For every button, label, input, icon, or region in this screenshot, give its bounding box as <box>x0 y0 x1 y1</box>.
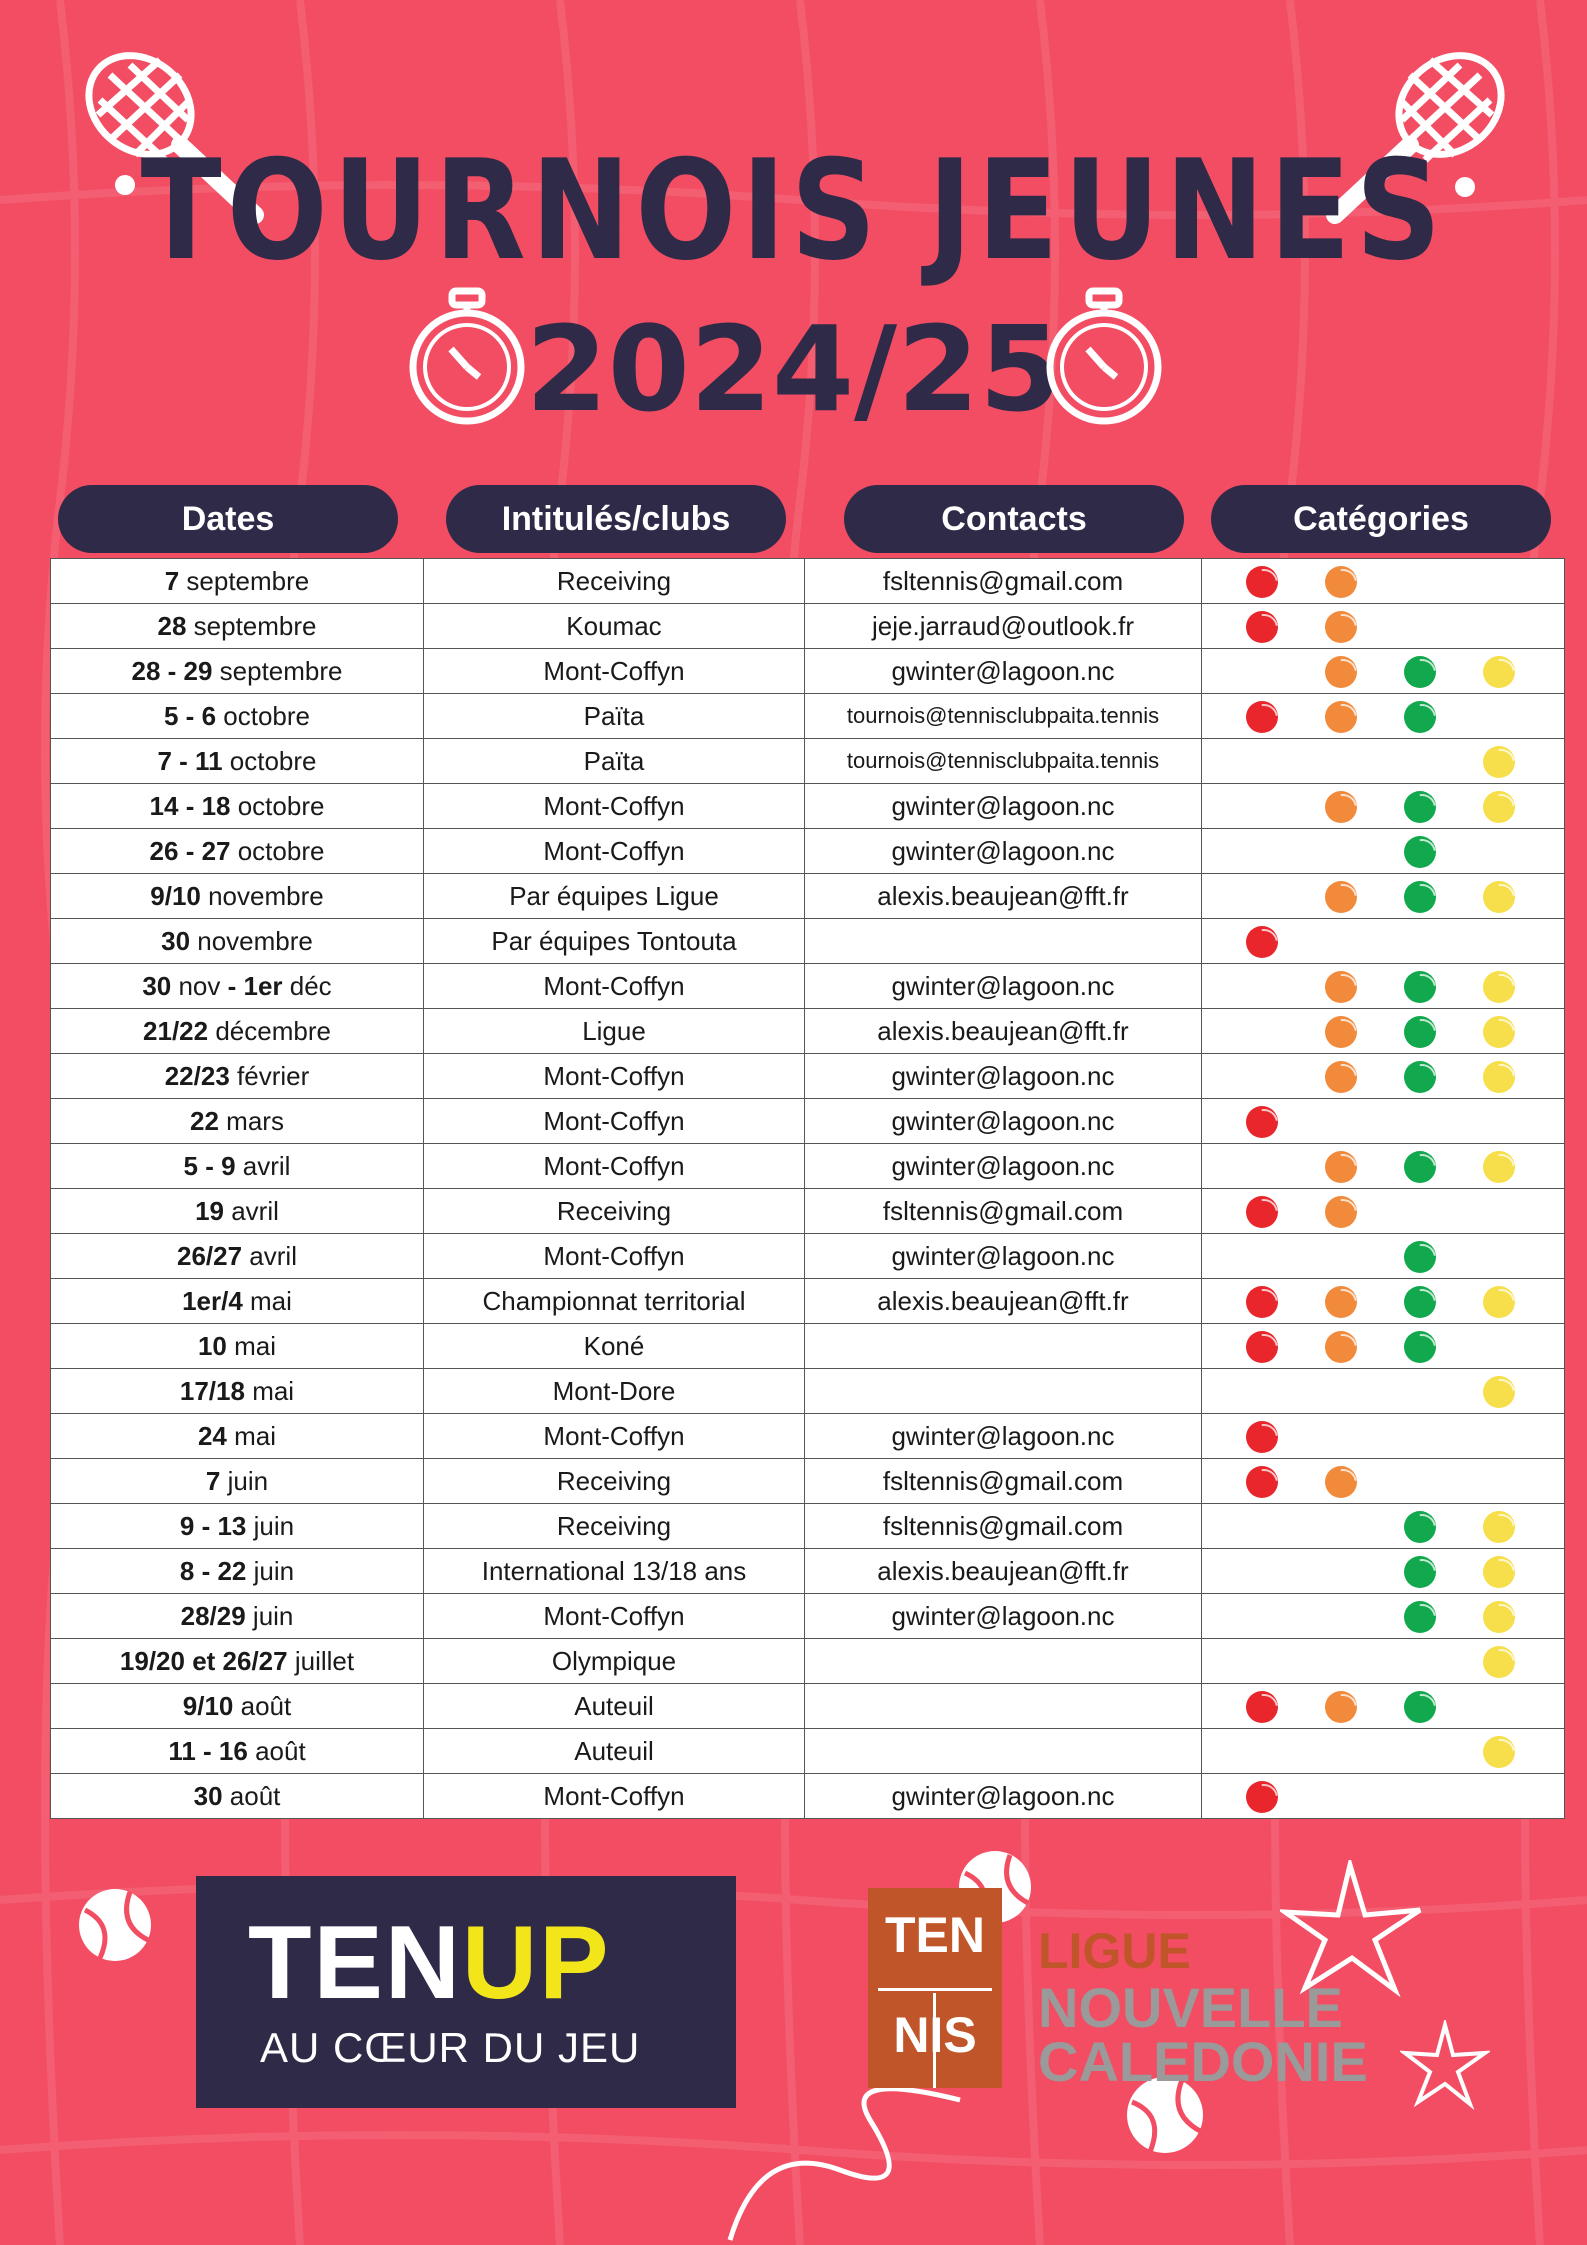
date-bold: 28/29 <box>180 1600 246 1631</box>
date-bold: 5 - 9 <box>183 1150 236 1181</box>
categories-cell <box>1202 1774 1565 1819</box>
club-cell: Receiving <box>424 559 805 604</box>
club-cell: Auteuil <box>424 1684 805 1729</box>
tennis-ball-icon <box>1325 1016 1357 1048</box>
tennis-ball-icon <box>1246 1691 1278 1723</box>
club-cell: International 13/18 ans <box>424 1549 805 1594</box>
date-text: août <box>247 1735 306 1766</box>
date-bold: 8 - 22 <box>179 1555 247 1586</box>
date-cell <box>51 1504 424 1549</box>
tennis-ball-icon <box>1483 656 1515 688</box>
date-text: octobre <box>216 700 310 731</box>
date-text: juillet <box>287 1645 355 1676</box>
header-categories: Catégories <box>1211 485 1551 553</box>
date-cell <box>51 1189 424 1234</box>
ligue-line1: LIGUE <box>1038 1923 1191 1979</box>
club-cell: Championnat territorial <box>424 1279 805 1324</box>
header-clubs: Intitulés/clubs <box>446 485 786 553</box>
categories-cell <box>1202 1369 1565 1414</box>
table-row <box>51 1369 1565 1414</box>
table-row <box>51 559 1565 604</box>
date-text: septembre <box>179 565 310 596</box>
tennis-ball-icon <box>1404 1151 1436 1183</box>
contact-email[interactable]: fsltennis@gmail.com <box>805 1189 1202 1234</box>
tournament-table <box>50 558 1560 1819</box>
tennis-logo-top: TEN <box>885 1907 985 1963</box>
tennis-ball-icon <box>1325 1151 1357 1183</box>
tennis-ball-icon <box>1246 1106 1278 1138</box>
tennis-ball-icon <box>1483 1016 1515 1048</box>
contact-email[interactable]: alexis.beaujean@fft.fr <box>805 1549 1202 1594</box>
categories-cell <box>1202 1639 1565 1684</box>
club-cell: Receiving <box>424 1504 805 1549</box>
club-cell: Païta <box>424 694 805 739</box>
contact-email[interactable]: gwinter@lagoon.nc <box>805 1594 1202 1639</box>
date-bold: 30 <box>142 970 172 1001</box>
categories-cell <box>1202 784 1565 829</box>
tennis-ball-icon <box>1483 1376 1515 1408</box>
stopwatch-icon <box>1042 285 1167 430</box>
date-bold: 22/23 <box>164 1060 230 1091</box>
date-bold: 11 - 16 <box>168 1735 248 1766</box>
tennis-ball-icon <box>1404 1286 1436 1318</box>
table-row <box>51 1009 1565 1054</box>
tennis-ball-icon <box>1404 1556 1436 1588</box>
club-cell: Ligue <box>424 1009 805 1054</box>
tennis-ball-icon <box>1325 791 1357 823</box>
tennis-ball-icon <box>1483 1286 1515 1318</box>
contact-email[interactable]: gwinter@lagoon.nc <box>805 784 1202 829</box>
club-cell: Mont-Coffyn <box>424 1594 805 1639</box>
table-row <box>51 1054 1565 1099</box>
tennis-ball-icon <box>1325 611 1357 643</box>
date-text: octobre <box>230 790 325 821</box>
club-cell: Mont-Coffyn <box>424 1099 805 1144</box>
date-cell <box>51 1279 424 1324</box>
contact-email[interactable]: alexis.beaujean@fft.fr <box>805 1009 1202 1054</box>
club-cell: Mont-Coffyn <box>424 1144 805 1189</box>
date-cell <box>51 1684 424 1729</box>
date-bold: 19 <box>195 1195 224 1226</box>
categories-cell <box>1202 559 1565 604</box>
contact-email <box>805 919 1202 964</box>
date-text: juin <box>245 1600 294 1631</box>
contact-email <box>805 1729 1202 1774</box>
categories-cell <box>1202 1099 1565 1144</box>
tennis-ball-icon <box>1246 566 1278 598</box>
contact-email[interactable]: gwinter@lagoon.nc <box>805 1234 1202 1279</box>
table-row <box>51 1504 1565 1549</box>
date-cell <box>51 1369 424 1414</box>
date-text: octobre <box>222 745 317 776</box>
contact-email[interactable]: gwinter@lagoon.nc <box>805 1414 1202 1459</box>
tennis-ball-icon <box>1404 1241 1436 1273</box>
categories-cell <box>1202 604 1565 649</box>
date-cell <box>51 1594 424 1639</box>
contact-email[interactable]: gwinter@lagoon.nc <box>805 1054 1202 1099</box>
date-text: août <box>222 1780 281 1811</box>
date-cell <box>51 1234 424 1279</box>
date-cell <box>51 1324 424 1369</box>
tenup-logo <box>196 1876 736 2108</box>
date-text: avril <box>235 1150 291 1181</box>
table-row <box>51 604 1565 649</box>
date-text: mars <box>218 1105 284 1136</box>
tennis-ball-icon <box>1246 1331 1278 1363</box>
date-text: mai <box>242 1285 292 1316</box>
date-cell <box>51 1639 424 1684</box>
header-contacts: Contacts <box>844 485 1184 553</box>
tennis-ball-icon <box>1325 881 1357 913</box>
table-row <box>51 964 1565 1009</box>
table-row <box>51 1594 1565 1639</box>
club-cell: Mont-Coffyn <box>424 964 805 1009</box>
date-bold: 22 <box>190 1105 219 1136</box>
categories-cell <box>1202 1414 1565 1459</box>
contact-email[interactable]: gwinter@lagoon.nc <box>805 1099 1202 1144</box>
date-text: mai <box>226 1330 277 1361</box>
contact-email[interactable]: jeje.jarraud@outlook.fr <box>805 604 1202 649</box>
contact-email[interactable]: gwinter@lagoon.nc <box>805 964 1202 1009</box>
table-row <box>51 1729 1565 1774</box>
tennis-ball-icon <box>1483 1061 1515 1093</box>
tennis-ball-icon <box>70 1880 160 1970</box>
categories-cell <box>1202 1144 1565 1189</box>
ligue-line2: NOUVELLE <box>1038 1976 1343 2039</box>
categories-cell <box>1202 1324 1565 1369</box>
date-cell <box>51 1549 424 1594</box>
tenup-tagline: AU CŒUR DU JEU <box>260 2024 641 2071</box>
table-row <box>51 1234 1565 1279</box>
date-cell <box>51 1729 424 1774</box>
contact-email[interactable]: fsltennis@gmail.com <box>805 1504 1202 1549</box>
tennis-ball-icon <box>1483 791 1515 823</box>
date-text: octobre <box>230 835 325 866</box>
tennis-ball-icon <box>1483 1511 1515 1543</box>
club-cell: Receiving <box>424 1189 805 1234</box>
table-row <box>51 1549 1565 1594</box>
date-text: novembre <box>200 880 324 911</box>
categories-cell <box>1202 1009 1565 1054</box>
categories-cell <box>1202 919 1565 964</box>
date-bold: 26 - 27 <box>149 835 231 866</box>
club-cell: Koné <box>424 1324 805 1369</box>
tennis-ball-icon <box>1483 746 1515 778</box>
contact-email[interactable]: gwinter@lagoon.nc <box>805 1144 1202 1189</box>
categories-cell <box>1202 739 1565 784</box>
club-cell: Mont-Coffyn <box>424 1774 805 1819</box>
date-bold: 7 - 11 <box>157 745 223 776</box>
date-bold: 9/10 <box>150 880 201 911</box>
categories-cell <box>1202 694 1565 739</box>
tennis-ball-icon <box>1404 1511 1436 1543</box>
date-bold: 19/20 et 26/27 <box>119 1645 288 1676</box>
table-row <box>51 739 1565 784</box>
tennis-ball-icon <box>1325 701 1357 733</box>
contact-email <box>805 1639 1202 1684</box>
date-bold: 26/27 <box>177 1240 243 1271</box>
tennis-ball-icon <box>1483 1151 1515 1183</box>
club-cell: Mont-Dore <box>424 1369 805 1414</box>
date-cell <box>51 604 424 649</box>
table-row <box>51 1414 1565 1459</box>
club-cell: Par équipes Ligue <box>424 874 805 919</box>
tennis-ball-icon <box>1325 1286 1357 1318</box>
date-bold: 28 <box>157 610 187 641</box>
contact-email[interactable]: gwinter@lagoon.nc <box>805 649 1202 694</box>
contact-email[interactable]: tournois@tennisclubpaita.tennis <box>805 694 1202 739</box>
contact-email[interactable]: fsltennis@gmail.com <box>805 559 1202 604</box>
date-text: mai <box>244 1375 295 1406</box>
date-bold: 9 - 13 <box>179 1510 247 1541</box>
tennis-ball-icon <box>1325 1331 1357 1363</box>
tennis-ball-icon <box>1483 1736 1515 1768</box>
date-cell <box>51 694 424 739</box>
categories-cell <box>1202 874 1565 919</box>
tennis-ball-icon <box>1404 971 1436 1003</box>
ligue-line3: CALEDONIE <box>1038 2030 1368 2093</box>
categories-cell <box>1202 1729 1565 1774</box>
club-cell: Par équipes Tontouta <box>424 919 805 964</box>
date-cell <box>51 559 424 604</box>
tennis-federation-logo <box>868 1888 1002 2088</box>
categories-cell <box>1202 1279 1565 1324</box>
table-row <box>51 1684 1565 1729</box>
tennis-ball-icon <box>1483 1601 1515 1633</box>
date-text: juin <box>220 1465 269 1496</box>
tennis-ball-icon <box>1483 881 1515 913</box>
date-cell <box>51 1459 424 1504</box>
categories-cell <box>1202 1054 1565 1099</box>
date-bold: 28 - 29 <box>131 655 213 686</box>
contact-email[interactable]: alexis.beaujean@fft.fr <box>805 1279 1202 1324</box>
tennis-ball-icon <box>1246 1421 1278 1453</box>
categories-cell <box>1202 1684 1565 1729</box>
date-text: août <box>233 1690 292 1721</box>
club-cell: Koumac <box>424 604 805 649</box>
contact-email[interactable]: tournois@tennisclubpaita.tennis <box>805 739 1202 784</box>
tenup-logo-ten: TEN <box>248 1905 462 2021</box>
contact-email[interactable]: alexis.beaujean@fft.fr <box>805 874 1202 919</box>
date-text: déc <box>282 970 332 1001</box>
date-text: mai <box>226 1420 277 1451</box>
tennis-ball-icon <box>1404 791 1436 823</box>
table-row <box>51 874 1565 919</box>
table-row <box>51 1144 1565 1189</box>
date-bold: 9/10 <box>182 1690 234 1721</box>
categories-cell <box>1202 1549 1565 1594</box>
decorative-swirl <box>720 2080 980 2245</box>
date-text: nov <box>171 970 228 1001</box>
categories-cell <box>1202 1504 1565 1549</box>
date-bold: 30 <box>193 1780 223 1811</box>
tennis-ball-icon <box>1325 1196 1357 1228</box>
date-text: juin <box>246 1555 295 1586</box>
date-bold: 21/22 <box>143 1015 209 1046</box>
date-cell <box>51 649 424 694</box>
date-text: février <box>229 1060 310 1091</box>
club-cell: Païta <box>424 739 805 784</box>
tennis-ball-icon <box>1246 1466 1278 1498</box>
club-cell: Auteuil <box>424 1729 805 1774</box>
date-text: avril <box>224 1195 279 1226</box>
categories-cell <box>1202 649 1565 694</box>
club-cell: Mont-Coffyn <box>424 1414 805 1459</box>
categories-cell <box>1202 1594 1565 1639</box>
tennis-ball-icon <box>1483 1556 1515 1588</box>
tennis-ball-icon <box>1404 1691 1436 1723</box>
date-cell <box>51 1774 424 1819</box>
tennis-ball-icon <box>1246 701 1278 733</box>
tennis-ball-icon <box>1404 656 1436 688</box>
tennis-ball-icon <box>1483 971 1515 1003</box>
tennis-ball-icon <box>1404 1331 1436 1363</box>
club-cell: Mont-Coffyn <box>424 1234 805 1279</box>
date-text: novembre <box>190 925 313 956</box>
contact-email[interactable]: gwinter@lagoon.nc <box>805 829 1202 874</box>
tennis-logo-bottom: NIS <box>893 2007 977 2063</box>
date-cell <box>51 829 424 874</box>
club-cell: Receiving <box>424 1459 805 1504</box>
tennis-ball-icon <box>1246 1196 1278 1228</box>
club-cell: Mont-Coffyn <box>424 649 805 694</box>
tennis-ball-icon <box>1325 566 1357 598</box>
tennis-ball-icon <box>1325 656 1357 688</box>
contact-email <box>805 1684 1202 1729</box>
date-cell <box>51 1099 424 1144</box>
club-cell: Mont-Coffyn <box>424 829 805 874</box>
date-bold: 24 <box>197 1420 227 1451</box>
table-row <box>51 919 1565 964</box>
date-bold: 1er/4 <box>182 1285 243 1316</box>
tennis-ball-icon <box>1246 1781 1278 1813</box>
star-icon <box>1400 2020 1490 2110</box>
table-row <box>51 649 1565 694</box>
tennis-ball-icon <box>1325 1691 1357 1723</box>
table-row <box>51 1459 1565 1504</box>
table-row <box>51 784 1565 829</box>
date-text: avril <box>242 1240 297 1271</box>
categories-cell <box>1202 964 1565 1009</box>
table-row <box>51 1639 1565 1684</box>
tennis-ball-icon <box>1404 1601 1436 1633</box>
table-row <box>51 1099 1565 1144</box>
categories-cell <box>1202 1459 1565 1504</box>
table-row <box>51 1774 1565 1819</box>
page-title: TOURNOIS JEUNES <box>140 130 1447 291</box>
date-bold: 30 <box>161 925 191 956</box>
date-cell <box>51 1054 424 1099</box>
table-row <box>51 694 1565 739</box>
club-cell: Olympique <box>424 1639 805 1684</box>
date-text: septembre <box>186 610 317 641</box>
table-row <box>51 1189 1565 1234</box>
categories-cell <box>1202 1234 1565 1279</box>
date-cell <box>51 874 424 919</box>
date-text: décembre <box>208 1015 331 1046</box>
club-cell: Mont-Coffyn <box>424 784 805 829</box>
tennis-ball-icon <box>1246 926 1278 958</box>
date-cell <box>51 1144 424 1189</box>
tennis-ball-icon <box>1325 971 1357 1003</box>
date-bold: 7 <box>164 565 180 596</box>
date-bold: - 1er <box>227 970 283 1001</box>
contact-email <box>805 1369 1202 1414</box>
contact-email[interactable]: gwinter@lagoon.nc <box>805 1774 1202 1819</box>
date-cell <box>51 919 424 964</box>
tennis-ball-icon <box>1404 1016 1436 1048</box>
club-cell: Mont-Coffyn <box>424 1054 805 1099</box>
table-row <box>51 829 1565 874</box>
categories-cell <box>1202 1189 1565 1234</box>
date-text: septembre <box>212 655 343 686</box>
date-bold: 17/18 <box>179 1375 245 1406</box>
date-bold: 14 - 18 <box>149 790 231 821</box>
date-bold: 5 - 6 <box>164 700 217 731</box>
contact-email[interactable]: fsltennis@gmail.com <box>805 1459 1202 1504</box>
date-bold: 7 <box>205 1465 221 1496</box>
tennis-ball-icon <box>1404 701 1436 733</box>
table-row <box>51 1279 1565 1324</box>
date-cell <box>51 739 424 784</box>
date-cell <box>51 1009 424 1054</box>
date-bold: 10 <box>197 1330 227 1361</box>
date-cell <box>51 964 424 1009</box>
contact-email <box>805 1324 1202 1369</box>
date-text: juin <box>246 1510 295 1541</box>
header-dates: Dates <box>58 485 398 553</box>
tennis-ball-icon <box>1483 1646 1515 1678</box>
date-cell <box>51 784 424 829</box>
tennis-ball-icon <box>1404 881 1436 913</box>
tennis-ball-icon <box>1325 1466 1357 1498</box>
tennis-ball-icon <box>1246 611 1278 643</box>
tennis-ball-icon <box>1404 836 1436 868</box>
tennis-ball-icon <box>1325 1061 1357 1093</box>
tennis-ball-icon <box>1246 1286 1278 1318</box>
table-row <box>51 1324 1565 1369</box>
tenup-logo-up: UP <box>462 1905 611 2021</box>
season-year: 2024/25 <box>525 300 1062 438</box>
date-cell <box>51 1414 424 1459</box>
tennis-ball-icon <box>1404 1061 1436 1093</box>
categories-cell <box>1202 829 1565 874</box>
